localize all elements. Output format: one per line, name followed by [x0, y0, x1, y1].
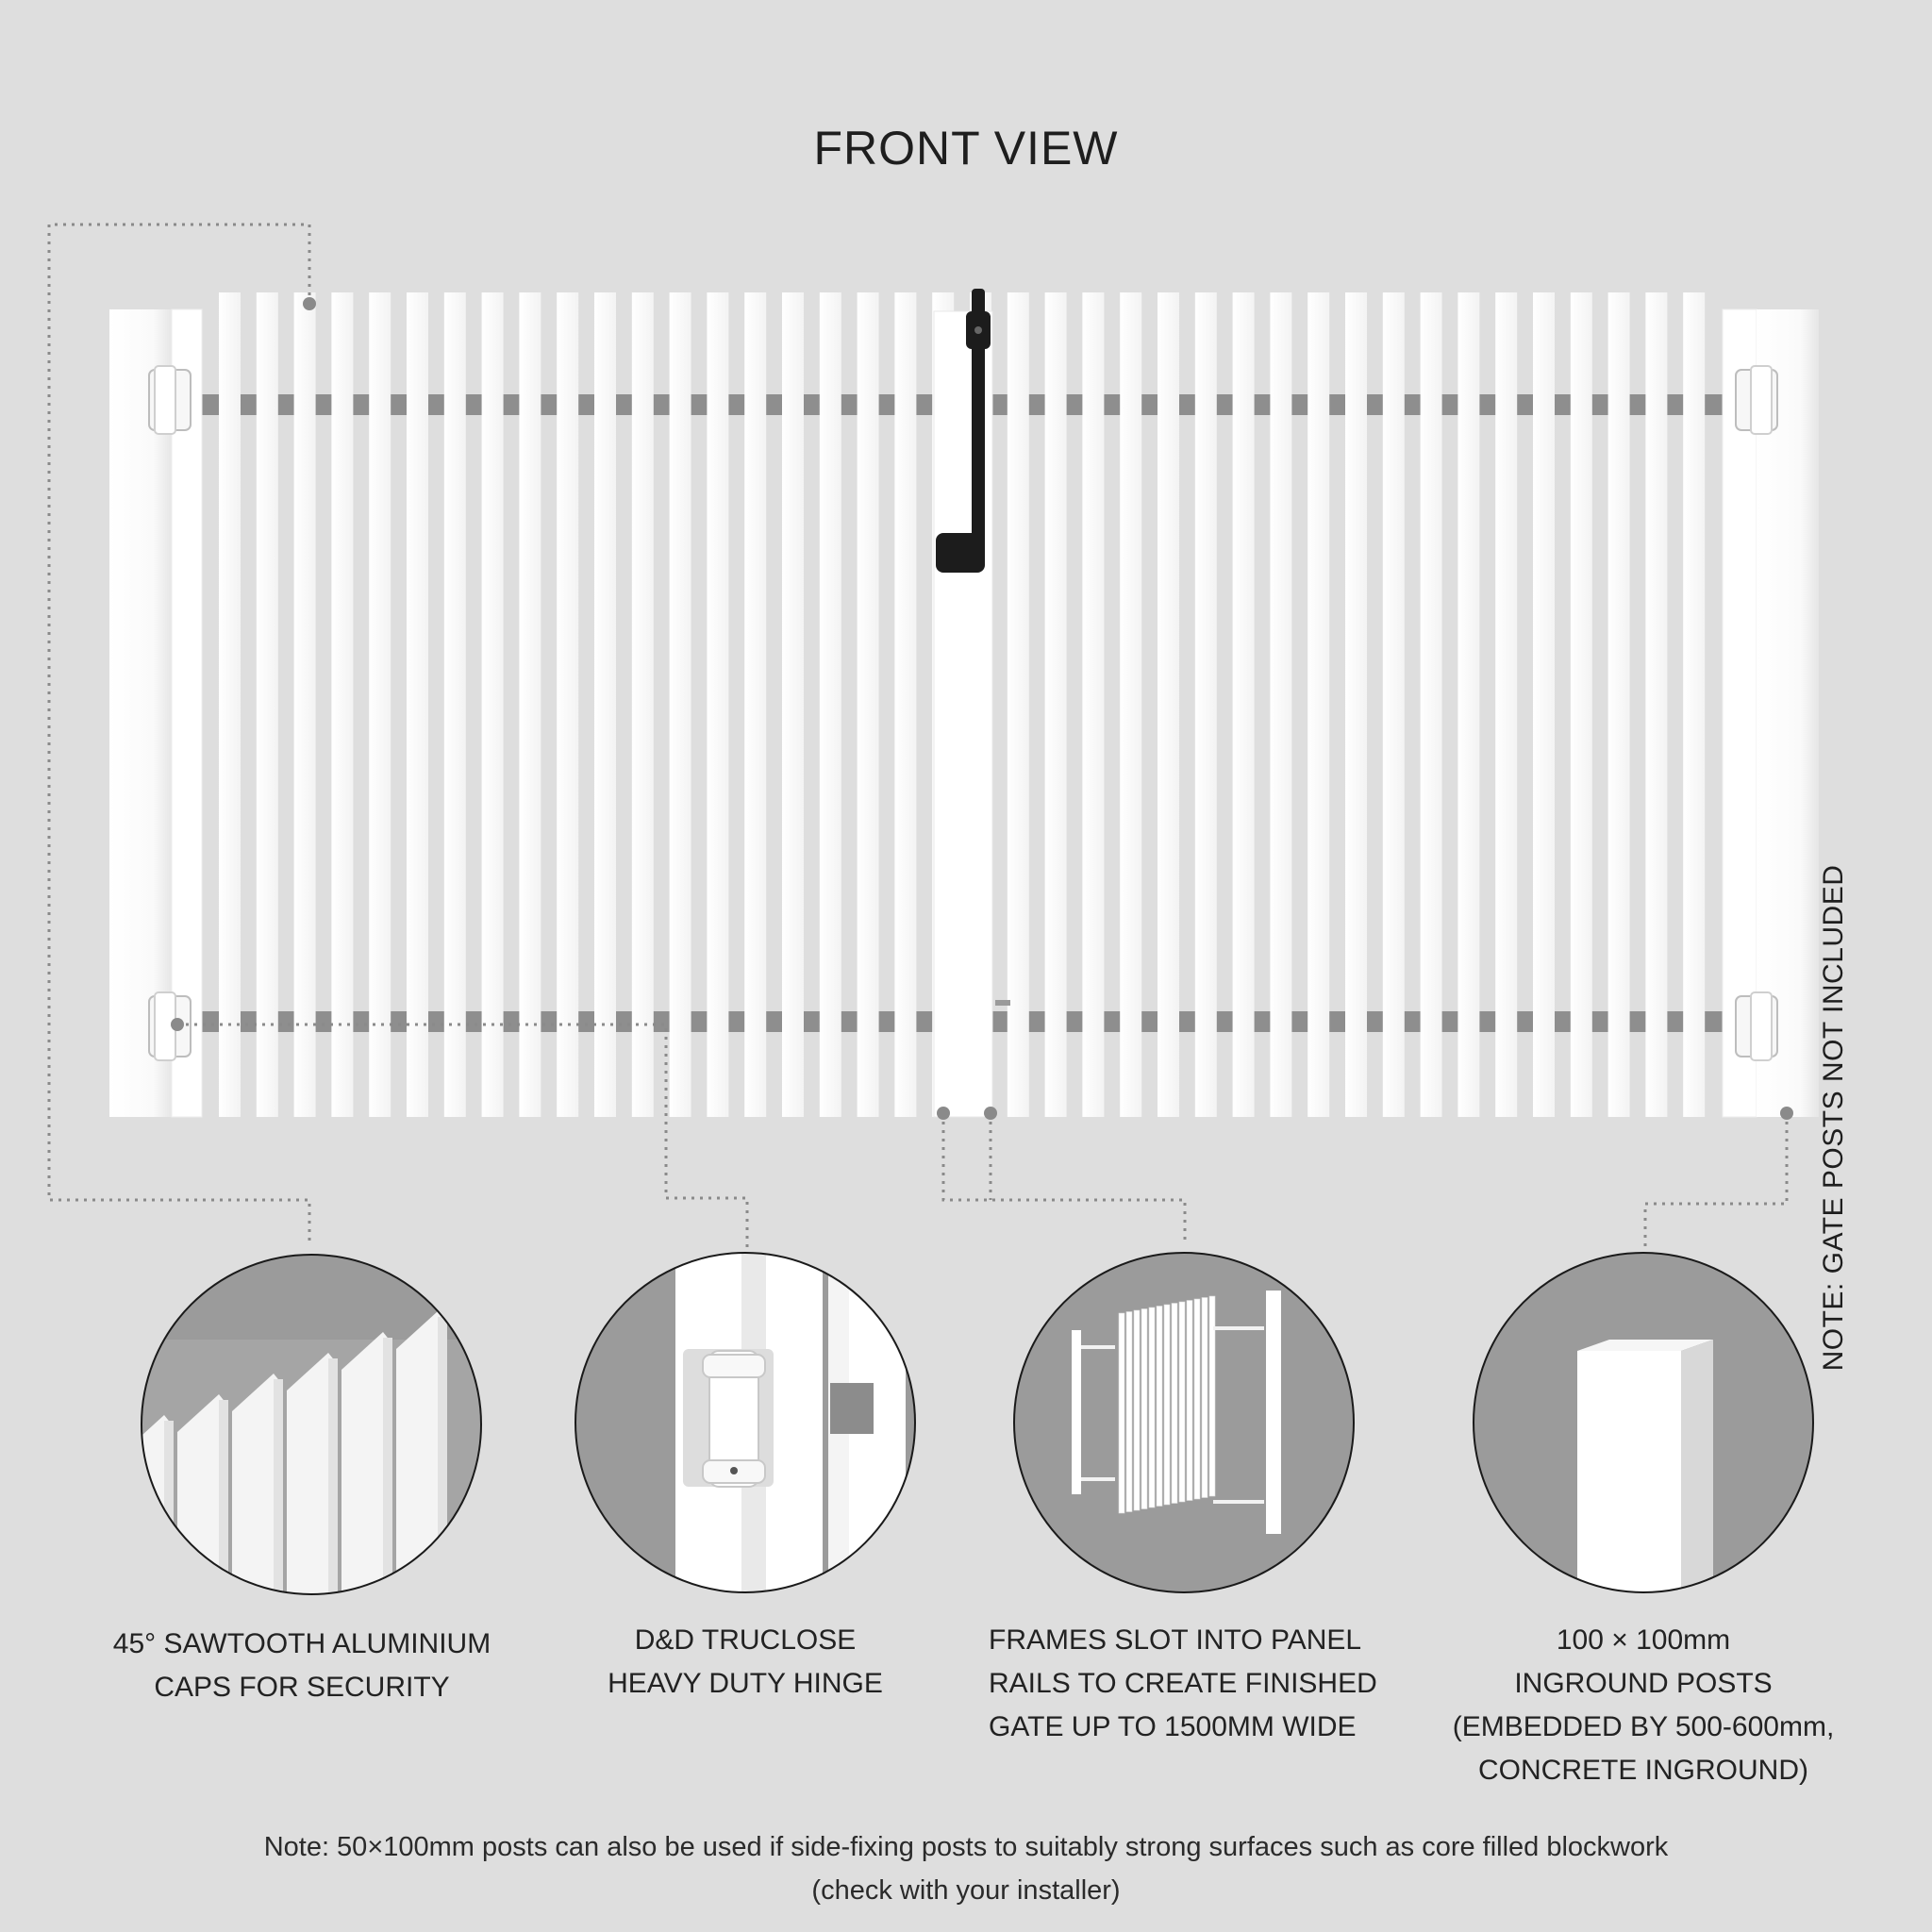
detail-hinge-circle	[575, 1245, 915, 1604]
gate-slat	[1345, 292, 1367, 1117]
caption-caps	[104, 1623, 500, 1709]
gate-slat	[1421, 292, 1442, 1117]
gate-slat	[1571, 292, 1592, 1117]
mini-slat	[1141, 1309, 1147, 1509]
mini-slat	[1187, 1301, 1192, 1501]
gate-slat	[1608, 292, 1630, 1117]
caption-line: INGROUND POSTS	[1514, 1668, 1773, 1699]
caption-line: 45° SAWTOOTH ALUMINIUM	[112, 1628, 491, 1659]
caption-line: D&D TRUCLOSE	[634, 1624, 857, 1656]
gate-slat	[407, 292, 428, 1117]
mini-slat	[1119, 1313, 1124, 1513]
gate-slat	[369, 292, 391, 1117]
gate-slat	[632, 292, 654, 1117]
gate-slat	[594, 292, 616, 1117]
hinge-icon	[703, 1351, 765, 1487]
mini-slat	[1126, 1312, 1132, 1512]
page-title: FRONT VIEW	[813, 122, 1119, 175]
gate-slat	[1645, 292, 1667, 1117]
gate-slat	[1045, 292, 1067, 1117]
gate-slat	[557, 292, 578, 1117]
gate-slat	[1683, 292, 1705, 1117]
detail-post-circle	[1474, 1253, 1813, 1624]
mini-slat	[1134, 1310, 1140, 1510]
gate-slat	[1008, 292, 1029, 1117]
hinge-icon	[149, 366, 191, 434]
caption-line: (EMBEDDED BY 500-600mm,	[1452, 1711, 1835, 1742]
caption-line: CONCRETE INGROUND)	[1478, 1755, 1808, 1786]
caption-line: FRAMES SLOT INTO PANEL	[989, 1624, 1362, 1656]
gate-slat	[219, 292, 241, 1117]
gate-slat	[482, 292, 504, 1117]
gate-slat	[782, 292, 804, 1117]
gate-posts-note: NOTE: GATE POSTS NOT INCLUDED	[1818, 864, 1849, 1372]
gate-slat	[257, 292, 278, 1117]
drop-bolt	[995, 1000, 1010, 1006]
leader-frames	[943, 1113, 1185, 1245]
mini-slat	[1149, 1307, 1155, 1507]
detail-frames-circle	[1014, 1253, 1354, 1592]
gate-slat	[894, 292, 916, 1117]
frame-left-stile	[1072, 1330, 1081, 1494]
gate-slat	[519, 292, 541, 1117]
gate-slat	[294, 292, 316, 1117]
hinge-icon	[1736, 992, 1777, 1060]
frame-right-stile	[1266, 1291, 1281, 1534]
caption-line: CAPS FOR SECURITY	[154, 1672, 450, 1703]
leader-posts	[1645, 1113, 1787, 1247]
mini-slat	[1194, 1299, 1200, 1499]
caption-line: RAILS TO CREATE FINISHED	[989, 1668, 1377, 1699]
gate-slat	[1195, 292, 1217, 1117]
caption-posts	[1426, 1619, 1860, 1792]
mini-slat	[1209, 1296, 1215, 1496]
mini-slat	[1172, 1304, 1177, 1504]
gate-slat	[1158, 292, 1179, 1117]
gate-slat	[820, 292, 841, 1117]
hinge-icon	[149, 992, 191, 1060]
gate-front-view	[109, 289, 1819, 1117]
gate-slat	[744, 292, 766, 1117]
gate-slat	[1233, 292, 1255, 1117]
gate-slat	[1495, 292, 1517, 1117]
gate-slat	[1383, 292, 1405, 1117]
caption-line: 100 × 100mm	[1556, 1624, 1731, 1656]
caption-hinge	[566, 1619, 924, 1706]
footnote	[0, 1825, 1932, 1912]
caption-line: GATE UP TO 1500MM WIDE	[989, 1711, 1357, 1742]
mini-slat	[1157, 1307, 1162, 1507]
gate-slat	[670, 292, 691, 1117]
gate-slat	[1457, 292, 1479, 1117]
mini-slat	[1202, 1298, 1208, 1498]
mini-slat	[1164, 1305, 1170, 1505]
gate-slat	[1270, 292, 1291, 1117]
gate-slat	[1533, 292, 1555, 1117]
footnote-line-2: (check with your installer)	[811, 1875, 1121, 1906]
mini-slat	[1179, 1302, 1185, 1502]
gate-slat	[1082, 292, 1104, 1117]
gate-slat	[331, 292, 353, 1117]
gate-slat	[707, 292, 728, 1117]
gate-slat	[858, 292, 879, 1117]
gate-slat	[1307, 292, 1329, 1117]
footnote-line-1: Note: 50×100mm posts can also be used if side-fixing posts to suitably strong surfaces such as core filled blockwork	[263, 1832, 1669, 1862]
caption-frames	[989, 1619, 1385, 1749]
hinge-icon	[1736, 366, 1777, 434]
caption-line: HEAVY DUTY HINGE	[608, 1668, 883, 1699]
gate-slat	[444, 292, 466, 1117]
gate-slat	[1120, 292, 1141, 1117]
